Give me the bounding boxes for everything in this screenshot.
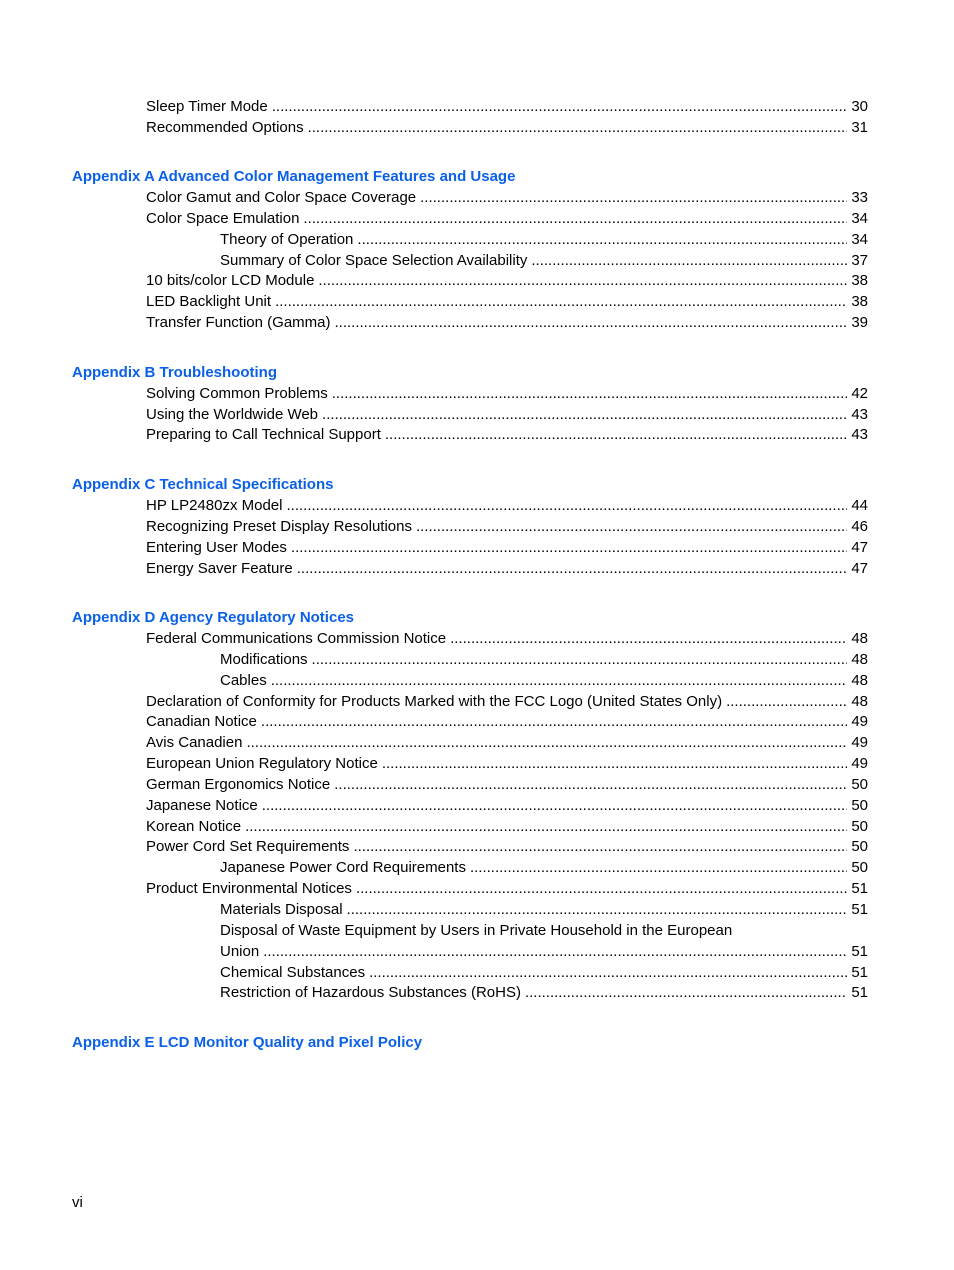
dot-leader: [303, 208, 847, 229]
toc-entry-waste-disposal-line1[interactable]: Disposal of Waste Equipment by Users in Private Household in the European: [220, 922, 733, 939]
toc-entry-page: 43: [851, 426, 868, 443]
toc-entry-page: 48: [851, 693, 868, 710]
dot-leader: [420, 187, 847, 208]
toc-entry-eu-regulatory[interactable]: [146, 753, 868, 774]
toc-entry-canadian-notice[interactable]: [146, 711, 868, 732]
toc-entry-waste-disposal[interactable]: [220, 941, 868, 962]
toc-entry-title: Sleep Timer Mode: [146, 98, 268, 115]
toc-entry-recommended-options[interactable]: [146, 117, 868, 138]
toc-entry-page: 31: [851, 119, 868, 136]
toc-entry-page: 38: [851, 293, 868, 310]
toc-entry-title: Korean Notice: [146, 818, 242, 835]
toc-entry-page: 51: [851, 984, 868, 1001]
toc-entry-title: Federal Communications Commission Notice: [146, 630, 447, 647]
toc-entry-energy-saver[interactable]: [146, 558, 868, 579]
dot-leader: [275, 291, 847, 312]
toc-entry-chemical-substances[interactable]: [220, 962, 868, 983]
toc-entry-page: 49: [851, 713, 868, 730]
toc-entry-page: 42: [851, 385, 868, 402]
toc-entry-korean-notice[interactable]: [146, 816, 868, 837]
toc-entry-user-modes[interactable]: [146, 537, 868, 558]
toc-entry-fcc-notice[interactable]: [146, 628, 868, 649]
toc-entry-page: 48: [851, 651, 868, 668]
toc-entry-title: Japanese Notice: [146, 797, 258, 814]
toc-entry-page: 47: [851, 560, 868, 577]
dot-leader: [353, 836, 847, 857]
toc-entry-10-bits-lcd[interactable]: [146, 270, 868, 291]
appendix-e-heading[interactable]: Appendix E LCD Monitor Quality and Pixel Policy: [72, 1034, 423, 1051]
toc-entry-led-backlight[interactable]: [146, 291, 868, 312]
dot-leader: [291, 537, 847, 558]
dot-leader: [356, 878, 847, 899]
toc-entry-technical-support[interactable]: [146, 424, 868, 445]
dot-leader: [726, 691, 847, 712]
toc-entry-title: Recommended Options: [146, 119, 304, 136]
toc-entry-solving-common-problems[interactable]: [146, 383, 868, 404]
toc-entry-page: 49: [851, 734, 868, 751]
dot-leader: [470, 857, 847, 878]
dot-leader: [531, 250, 847, 271]
toc-entry-page: 50: [851, 859, 868, 876]
dot-leader: [245, 816, 847, 837]
toc-entry-avis-canadien[interactable]: [146, 732, 868, 753]
toc-entry-japanese-notice[interactable]: [146, 795, 868, 816]
dot-leader: [416, 516, 847, 537]
dot-leader: [308, 117, 848, 138]
dot-leader: [246, 732, 847, 753]
toc-entry-page: 34: [851, 231, 868, 248]
toc-entry-title: Summary of Color Space Selection Availability: [220, 252, 528, 269]
toc-entry-cables[interactable]: [220, 670, 868, 691]
toc-entry-page: 39: [851, 314, 868, 331]
toc-entry-title: Energy Saver Feature: [146, 560, 293, 577]
toc-entry-worldwide-web[interactable]: [146, 404, 868, 425]
toc-entry-preset-resolutions[interactable]: [146, 516, 868, 537]
toc-entry-page: 38: [851, 272, 868, 289]
toc-entry-page: 37: [851, 252, 868, 269]
dot-leader: [357, 229, 847, 250]
toc-entry-title: Power Cord Set Requirements: [146, 838, 350, 855]
toc-entry-page: 34: [851, 210, 868, 227]
dot-leader: [369, 962, 847, 983]
toc-entry-power-cord-set[interactable]: [146, 836, 868, 857]
toc-entry-title: Union: [220, 943, 260, 960]
dot-leader: [263, 941, 847, 962]
toc-entry-page: 51: [851, 964, 868, 981]
dot-leader: [312, 649, 848, 670]
toc-entry-product-environmental[interactable]: [146, 878, 868, 899]
toc-entry-title: Canadian Notice: [146, 713, 257, 730]
toc-entry-hp-model[interactable]: [146, 495, 868, 516]
toc-entry-title: Chemical Substances: [220, 964, 366, 981]
toc-entry-color-gamut[interactable]: [146, 187, 868, 208]
toc-entry-title: Theory of Operation: [220, 231, 354, 248]
dot-leader: [335, 312, 848, 333]
toc-entry-title: Color Space Emulation: [146, 210, 300, 227]
toc-entry-title: Modifications: [220, 651, 308, 668]
toc-entry-page: 51: [851, 943, 868, 960]
toc-entry-declaration-conformity[interactable]: [146, 691, 868, 712]
toc-entry-title: Entering User Modes: [146, 539, 287, 556]
toc-entry-japanese-power-cord[interactable]: [220, 857, 868, 878]
toc-entry-title: 10 bits/color LCD Module: [146, 272, 315, 289]
dot-leader: [525, 982, 847, 1003]
dot-leader: [262, 795, 848, 816]
toc-entry-page: 43: [851, 406, 868, 423]
dot-leader: [286, 495, 847, 516]
toc-entry-title: Product Environmental Notices: [146, 880, 352, 897]
toc-entry-title: European Union Regulatory Notice: [146, 755, 378, 772]
dot-leader: [318, 270, 847, 291]
toc-entry-title: Cables: [220, 672, 267, 689]
toc-entry-page: 50: [851, 818, 868, 835]
toc-entry-page: 47: [851, 539, 868, 556]
dot-leader: [272, 96, 848, 117]
toc-entry-theory-of-operation[interactable]: [220, 229, 868, 250]
toc-entry-page: 30: [851, 98, 868, 115]
toc-entry-title: Solving Common Problems: [146, 385, 328, 402]
appendix-a-heading[interactable]: Appendix A Advanced Color Management Features and Usage: [72, 168, 516, 185]
toc-entry-title: Color Gamut and Color Space Coverage: [146, 189, 417, 206]
toc-entry-title: German Ergonomics Notice: [146, 776, 331, 793]
toc-entry-page: 51: [851, 880, 868, 897]
dot-leader: [347, 899, 848, 920]
toc-entry-page: 49: [851, 755, 868, 772]
toc-entry-color-space-emulation[interactable]: [146, 208, 868, 229]
toc-entry-materials-disposal[interactable]: [220, 899, 868, 920]
toc-entry-title: Preparing to Call Technical Support: [146, 426, 381, 443]
toc-entry-title: Japanese Power Cord Requirements: [220, 859, 466, 876]
toc-entry-page: 46: [851, 518, 868, 535]
toc-entry-page: 48: [851, 630, 868, 647]
appendix-b-heading[interactable]: Appendix B Troubleshooting: [72, 364, 277, 381]
toc-entry-german-ergonomics[interactable]: [146, 774, 868, 795]
toc-entry-rohs[interactable]: [220, 982, 868, 1003]
dot-leader: [332, 383, 848, 404]
toc-entry-title: HP LP2480zx Model: [146, 497, 283, 514]
dot-leader: [297, 558, 848, 579]
toc-entry-title: Materials Disposal: [220, 901, 343, 918]
toc-entry-transfer-function[interactable]: [146, 312, 868, 333]
dot-leader: [322, 404, 847, 425]
dot-leader: [385, 424, 847, 445]
toc-entry-title: Declaration of Conformity for Products Marked with the FCC Logo (United States Only): [146, 693, 723, 710]
toc-entry-sleep-timer-mode[interactable]: [146, 96, 868, 117]
toc-entry-modifications[interactable]: [220, 649, 868, 670]
toc-entry-title: LED Backlight Unit: [146, 293, 272, 310]
toc-entry-title: Avis Canadien: [146, 734, 243, 751]
dot-leader: [334, 774, 847, 795]
appendix-c-heading[interactable]: Appendix C Technical Specifications: [72, 476, 334, 493]
toc-entry-page: 50: [851, 838, 868, 855]
toc-entry-title: Transfer Function (Gamma): [146, 314, 331, 331]
toc-entry-title: Restriction of Hazardous Substances (RoHS): [220, 984, 521, 1001]
appendix-d-heading[interactable]: Appendix D Agency Regulatory Notices: [72, 609, 354, 626]
toc-entry-page: 50: [851, 797, 868, 814]
dot-leader: [271, 670, 848, 691]
toc-entry-summary-color-space[interactable]: [220, 250, 868, 271]
toc-entry-title: Recognizing Preset Display Resolutions: [146, 518, 412, 535]
toc-entry-page: 50: [851, 776, 868, 793]
toc-entry-title: Using the Worldwide Web: [146, 406, 319, 423]
toc-entry-page: 44: [851, 497, 868, 514]
dot-leader: [261, 711, 847, 732]
dot-leader: [450, 628, 847, 649]
toc-entry-page: 33: [851, 189, 868, 206]
page-number: vi: [72, 1194, 83, 1211]
dot-leader: [382, 753, 848, 774]
toc-entry-page: 48: [851, 672, 868, 689]
toc-entry-page: 51: [851, 901, 868, 918]
